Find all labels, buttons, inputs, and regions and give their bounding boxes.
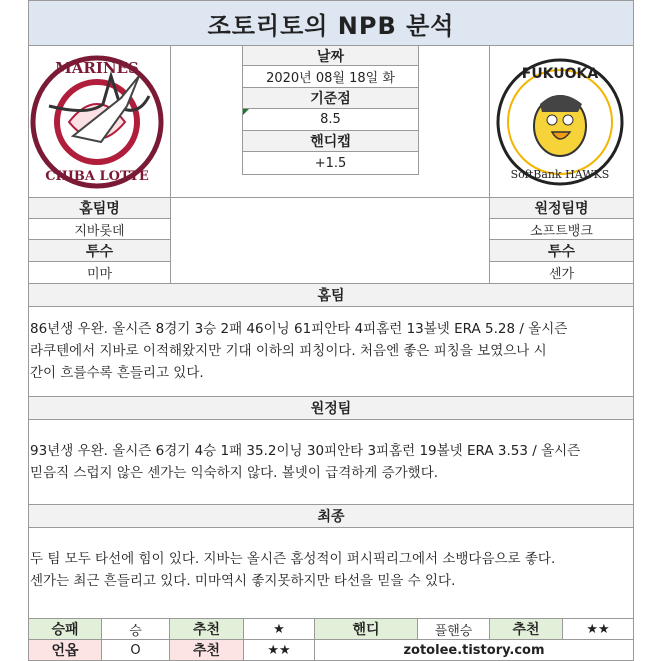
final-line-1: 두 팀 모두 타선에 힘이 있다. 지바는 올시즌 홈성적이 퍼시픽리그에서 소뱅다음으로 좋다. xyxy=(30,551,556,567)
away-pitcher-value: 센가 xyxy=(489,261,634,284)
away-team-label: 원정팀명 xyxy=(489,197,634,219)
home-pitcher-value: 미마 xyxy=(28,261,171,284)
chiba-lotte-logo-text: CHIBA LOTTE xyxy=(45,169,149,184)
final-line-2: 센가는 최근 흔들리고 있다. 미마역시 좋지못하지만 타선을 믿을 수 있다. xyxy=(30,573,456,589)
home-section-text xyxy=(30,318,634,384)
fukuoka-logo-text: FUKUOKA xyxy=(521,66,599,82)
home-line-2: 라쿠텐에서 지바로 이적해왔지만 기대 이하의 피칭이다. 처음엔 좋은 피칭을 보였으나 시 xyxy=(30,343,547,359)
rec1-label: 추천 xyxy=(169,618,244,640)
home-line-1: 86년생 우완. 올시즌 8경기 3승 2패 46이닝 61피안타 4피홈런 13볼넷 ERA 5.28 / 올시즌 xyxy=(30,321,568,337)
handi-label: 핸디 xyxy=(314,618,418,640)
rec3-value: ★★ xyxy=(243,639,315,661)
ou-label: 언옵 xyxy=(28,639,102,661)
home-team-value: 지바롯데 xyxy=(28,218,171,240)
softbank-hawks-logo-text: SoftBank HAWKS xyxy=(510,168,610,181)
rec2-label: 추천 xyxy=(489,618,563,640)
marines-logo-icon xyxy=(29,46,170,197)
away-section-text xyxy=(30,440,634,484)
handicap-value: +1.5 xyxy=(242,151,419,175)
home-line-3: 간이 흐를수록 흔들리고 있다. xyxy=(30,365,204,381)
site-link[interactable]: zotolee.tistory.com xyxy=(314,639,634,661)
final-section-heading: 최종 xyxy=(28,504,634,528)
handicap-label: 핸디캡 xyxy=(242,130,419,152)
base-value: 8.5 xyxy=(242,108,419,131)
marines-logo-text: MARINES xyxy=(55,59,139,77)
away-pitcher-label: 투수 xyxy=(489,239,634,262)
home-team-label: 홈팀명 xyxy=(28,197,171,219)
base-label: 기준점 xyxy=(242,87,419,109)
home-pitcher-label: 투수 xyxy=(28,239,171,262)
result-label: 승패 xyxy=(28,618,102,640)
cell-marker-icon xyxy=(243,109,249,115)
away-line-1: 93년생 우완. 올시즌 6경기 4승 1패 35.2이닝 30피안타 3피홈런 19볼넷 ERA 3.53 / 올시즌 xyxy=(30,443,581,459)
away-section-heading: 원정팀 xyxy=(28,396,634,420)
date-label: 날짜 xyxy=(242,45,419,66)
center-empty-cell xyxy=(170,197,490,284)
home-team-logo xyxy=(28,45,171,198)
away-team-logo xyxy=(489,45,634,198)
ou-value: O xyxy=(101,639,170,661)
home-section-heading: 홈팀 xyxy=(28,283,634,307)
date-value: 2020년 08월 18일 화 xyxy=(242,65,419,88)
rec1-value: ★ xyxy=(243,618,315,640)
final-section-text xyxy=(30,548,634,592)
away-line-2: 믿음직 스럽지 않은 센가는 익숙하지 않다. 볼넷이 급격하게 증가했다. xyxy=(30,465,439,481)
handi-value: 플핸승 xyxy=(417,618,490,640)
rec2-value: ★★ xyxy=(562,618,634,640)
away-team-value: 소프트뱅크 xyxy=(489,218,634,240)
rec3-label: 추천 xyxy=(169,639,244,661)
result-value: 승 xyxy=(101,618,170,640)
hawks-logo-icon xyxy=(490,46,633,197)
page-title: 조토리토의 NPB 분석 xyxy=(28,0,634,46)
